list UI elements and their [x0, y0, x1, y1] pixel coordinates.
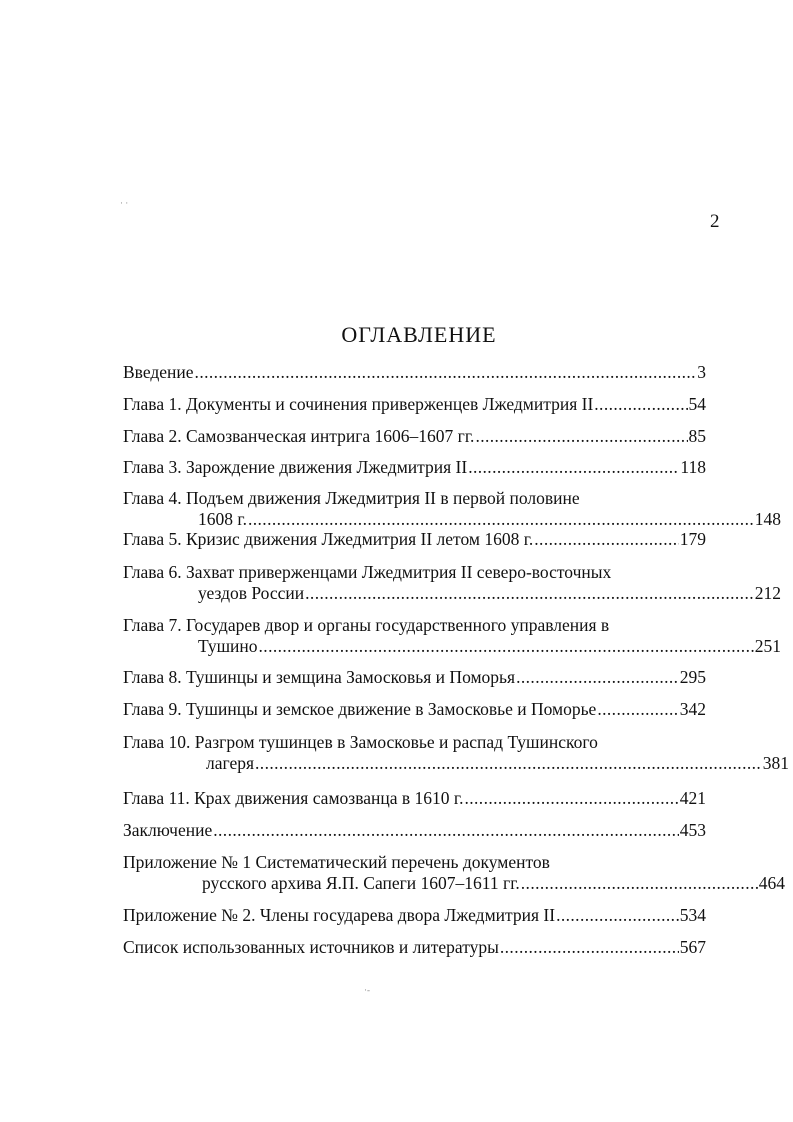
toc-entry-page: 421 — [679, 788, 706, 808]
toc-entry-title-continued: русского архива Я.П. Сапеги 1607–1611 гг. — [202, 873, 520, 893]
leader-dots — [195, 362, 697, 383]
toc-entry-introduction — [123, 362, 706, 383]
leader-dots — [259, 636, 754, 657]
toc-entry-title: Глава 11. Крах движения самозванца в 1610 г. — [123, 788, 464, 808]
toc-entry-page: 453 — [679, 820, 706, 840]
toc-entry-chapter-5 — [123, 529, 706, 550]
toc-entry-title: Глава 5. Кризис движения Лжедмитрия II летом 1608 г. — [123, 529, 534, 549]
toc-entry-chapter-9 — [123, 699, 706, 720]
toc-entry-title-continued: Тушино — [198, 636, 258, 656]
leader-dots — [500, 937, 679, 958]
leader-dots — [468, 457, 679, 478]
toc-entry-page: 251 — [754, 636, 781, 656]
toc-entry-page: 3 — [697, 362, 706, 382]
toc-entry-appendix-2 — [123, 905, 706, 926]
toc-entry-title: Глава 10. Разгром тушинцев в Замосковье и распад Тушинского — [123, 732, 598, 752]
toc-entry-chapter-10 — [123, 732, 789, 774]
toc-entry-page: 179 — [679, 529, 706, 549]
leader-dots — [255, 753, 762, 774]
toc-entry-page: 381 — [762, 753, 789, 773]
toc-entry-title: Глава 3. Зарождение движения Лжедмитрия II — [123, 457, 468, 477]
toc-entry-title: Введение — [123, 362, 194, 382]
leader-dots — [597, 699, 678, 720]
toc-entry-title: Глава 8. Тушинцы и земщина Замосковья и Поморья — [123, 667, 516, 687]
toc-entry-page: 534 — [679, 905, 706, 925]
toc-entry-title-continued: лагеря — [206, 753, 255, 773]
toc-entry-bibliography — [123, 937, 706, 958]
toc-entry-chapter-1 — [123, 394, 706, 415]
page-number: 2 — [710, 211, 720, 232]
toc-entry-title: Глава 7. Государев двор и органы государственного управления в — [123, 615, 610, 635]
leader-dots — [534, 529, 678, 550]
toc-entry-conclusion — [123, 820, 706, 841]
toc-entry-page: 212 — [754, 583, 781, 603]
leader-dots — [516, 667, 679, 688]
toc-entry-page: 295 — [679, 667, 706, 687]
toc-entry-title: Приложение № 2. Члены государева двора Лжедмитрия II — [123, 905, 556, 925]
toc-entry-title: Приложение № 1 Систематический перечень документов — [123, 852, 550, 872]
toc-entry-chapter-3 — [123, 457, 706, 478]
toc-entry-title: Заключение — [123, 820, 213, 840]
toc-entry-chapter-4 — [123, 488, 781, 530]
toc-entry-page: 118 — [680, 457, 706, 477]
toc-title: ОГЛАВЛЕНИЕ — [341, 322, 497, 347]
toc-entry-chapter-7 — [123, 615, 781, 657]
leader-dots — [464, 788, 678, 809]
toc-entry-page: 85 — [688, 426, 706, 446]
toc-entry-chapter-6 — [123, 562, 781, 604]
toc-entry-chapter-11 — [123, 788, 706, 809]
toc-entry-title: Глава 6. Захват приверженцами Лжедмитрия II северо-восточных — [123, 562, 612, 582]
toc-entry-title: Глава 2. Самозванческая интрига 1606–1607 гг. — [123, 426, 475, 446]
leader-dots — [556, 905, 679, 926]
toc-entry-chapter-2 — [123, 426, 706, 447]
leader-dots — [521, 873, 758, 894]
scan-speck: ·- — [364, 985, 370, 995]
toc-entry-appendix-1 — [123, 852, 785, 894]
leader-dots — [248, 509, 754, 530]
leader-dots — [594, 394, 687, 415]
toc-entry-title: Список использованных источников и литературы — [123, 937, 499, 957]
leader-dots — [305, 583, 754, 604]
toc-entry-title: Глава 1. Документы и сочинения приверженцев Лжедмитрия II — [123, 394, 594, 414]
leader-dots — [213, 820, 679, 841]
toc-entry-title: Глава 9. Тушинцы и земское движение в Замосковье и Поморье — [123, 699, 597, 719]
toc-entry-chapter-8 — [123, 667, 706, 688]
toc-entry-page: 342 — [679, 699, 706, 719]
toc-entry-title: Глава 4. Подъем движения Лжедмитрия II в первой половине — [123, 488, 580, 508]
scan-speck: · · — [120, 198, 129, 208]
toc-entry-page: 464 — [758, 873, 785, 893]
toc-entry-page: 54 — [688, 394, 706, 414]
leader-dots — [475, 426, 687, 447]
toc-entry-page: 148 — [754, 509, 781, 529]
toc-entry-title-continued: уездов России — [198, 583, 305, 603]
toc-entry-title-continued: 1608 г. — [198, 509, 247, 529]
toc-entry-page: 567 — [679, 937, 706, 957]
